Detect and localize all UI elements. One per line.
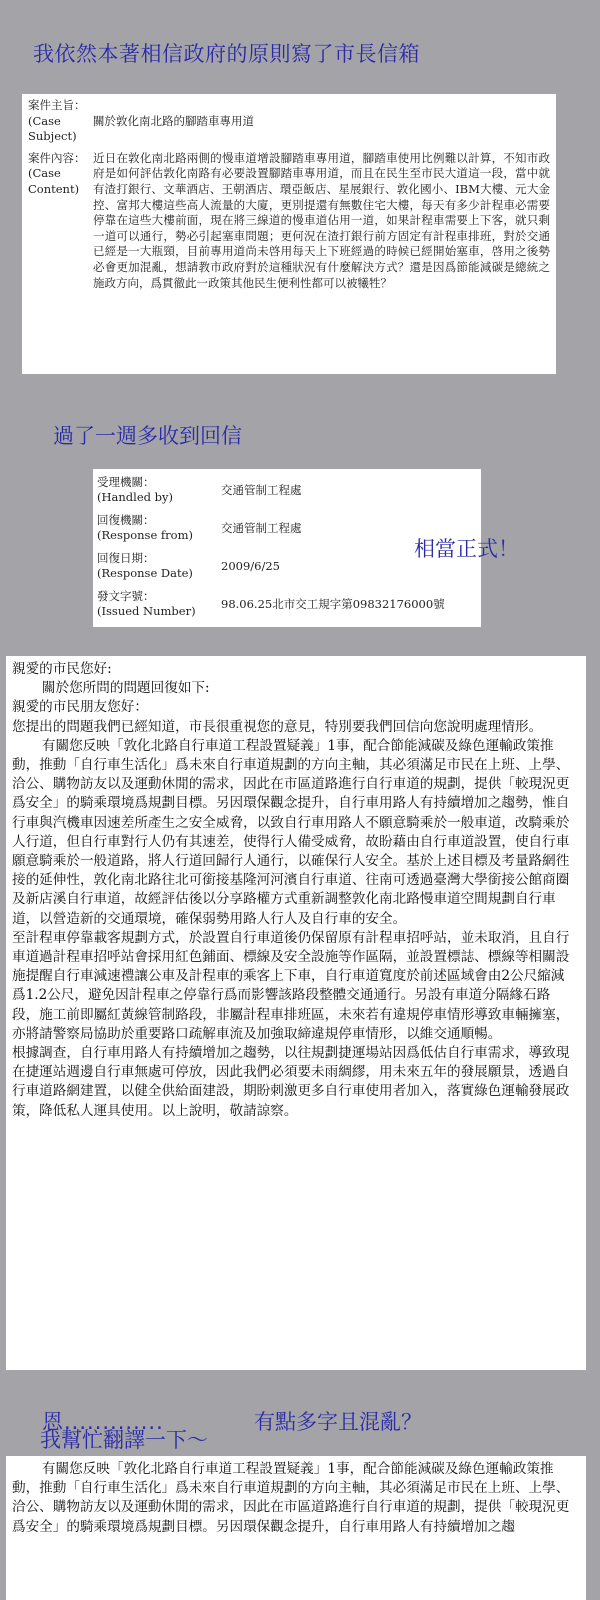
content-value: 近日在敦化南北路兩側的慢車道增設腳踏車專用道，腳踏車使用比例難以計算，不知市政府是如何評估敦化南路有必要設置腳踏車專用道，而且在民生至市民大道這一段，當中就有渣打銀行、文華酒店、王朝酒店、環亞飯店、星展銀行、敦化國小、IBM大樓、元大金控、富邦大樓這些高人流量的大廈，更別提還有無數住宅大樓，每天有多少計程車必需要停靠在這些大樓前面，現在將三線道的慢車道佔用一道，如果計程車需要上下客，就只剩一道可以通行，勢必引起塞車問題；更何況在渣打銀行前方固定有計程車排班，對於交通已經是一大瓶頸，目前專用道尚未啓用每天上下班經過的時候已經開始塞車，啓用之後勢必會更加混亂，想請教市政府對於這種狀況有什麼解決方式？還是因爲節能減碳是總統之施政方向，爲貫徹此一政策其他民生便利性都可以被犧牲？ [93, 150, 550, 290]
subject-label: 案件主旨：(Case Subject) [28, 98, 86, 144]
content-row [28, 145, 550, 291]
heading-formal: 相當正式！ [414, 537, 519, 561]
translation-paragraph: 有關您反映「敦化北路自行車道工程設置疑義」1事，配合節能減碳及綠色運輸政策推動，推動「自行車生活化」爲未來自行車道規劃的方向主軸，其必須滿足市民在上班、上學、洽公、購物訪友以及運動休閒的需求，因此在市區道路進行自行車道的規劃，提供「較現況更爲安全」的騎乘環境爲規劃目標。另因環保觀念提升，自行車用路人有持續增加之趨 [12, 1461, 570, 1535]
reply-greeting: 親愛的市民您好: [12, 661, 112, 677]
heading-confusing: 有點多字且混亂？ [254, 1410, 422, 1434]
response-label: 發文字號： (Issued Number) [97, 589, 196, 618]
translation-box [6, 1456, 586, 1600]
reply-letter [6, 656, 586, 1370]
heading-hmm: 恩............. [42, 1410, 164, 1434]
reply-paragraph: 根據調查，自行車用路人有持續增加之趨勢，以往規劃捷運場站因爲低估自行車需求，導致現在捷運站週邊自行車無處可停放，因此我們必須要未雨綢繆，用未來五年的發展願景，透過自行車道路網建置，以健全供給面建設，期盼刺激更多自行車使用者加入，落實綠色運輸發展政策，降低私人運具使用。以上說明，敬請諒察。 [12, 1045, 570, 1119]
letter-table [28, 98, 550, 291]
heading-reply-received: 過了一週多收到回信 [53, 424, 242, 448]
reply-paragraph: 有關您反映「敦化北路自行車道工程設置疑義」1事，配合節能減碳及綠色運輸政策推動，推動「自行車生活化」爲未來自行車道規劃的方向主軸，其必須滿足市民在上班、上學、洽公、購物訪友以及運動休閒的需求，因此在市區道路進行自行車道的規劃，提供「較現況更爲安全」的騎乘環境爲規劃目標。另因環保觀念提升，自行車用路人有持續增加之趨勢，惟自行車與汽機車因速差所產生之安全威脅，以致自行車用路人不願意騎乘於一般車道，改騎乘於人行道，但自行車對行人仍有其速差，使得行人備受威脅，故盼藉由自行車道設置，使自行車願意騎乘於一般道路，將人行道回歸行人通行，以確保行人安全。基於上述目標及考量路網徃接的延伸性，敦化南北路往北可銜接基隆河河濱自行車道、往南可透過臺灣大學銜接公館商圈及新店溪自行車道，故經評估後以分享路權方式重新調整敦化南北路慢車道空間規劃自行車道，以營造新的交通環境，確保弱勢用路人行人及自行車的安全。 [12, 737, 570, 927]
reply-paragraph: 至計程車停靠載客規劃方式，於設置自行車道後仍保留原有計程車招呼站，並未取消，且自行車道過計程車招呼站會採用紅色鋪面、標線及安全設施等作區隔，並設置標誌、標線等相關設施提醒自行車減速禮讓公車及計程車的乘客上下車，自行車道寬度於前述區域會由2公尺縮減爲1.2公尺，避免因計程車之停靠行爲而影響該路段整體交通通行。另設有車道分隔緣石路段，施工前即屬紅黃線管制路段，非屬計程車排班區，未來若有違規停車情形導致車輛擁塞，亦將請警察局協助於重要路口疏解車流及加強取締違規停車情形，以維交通順暢。 [12, 929, 570, 1042]
response-label: 回復機關： (Response from) [97, 513, 193, 542]
response-label: 回復日期： (Response Date) [97, 551, 193, 580]
content-label: 案件內容：(Case Content) [28, 150, 86, 196]
letter-box [22, 94, 556, 374]
response-row [97, 471, 477, 509]
response-value: 交通管制工程處 [221, 482, 302, 497]
response-label: 受理機關： (Handled by) [97, 475, 173, 504]
subject-value: 關於敦化南北路的腳踏車專用道 [93, 113, 254, 128]
reply-intro: 關於您所問的問題回復如下: [41, 680, 210, 697]
subject-row [28, 98, 550, 145]
reply-greeting-2: 親愛的市民朋友您好： [12, 699, 148, 716]
response-value: 98.06.25北市交工規字第09832176000號 [221, 596, 445, 611]
reply-paragraph: 您提出的問題我們已經知道，市長很重視您的意見，特別要我們回信向您說明處理情形。 [12, 718, 543, 735]
heading-top: 我依然本著相信政府的原則寫了市長信箱 [33, 42, 420, 66]
response-value: 交通管制工程處 [221, 520, 302, 535]
heading-translate: 我幫忙翻譯一下～ [40, 1428, 208, 1452]
response-value: 2009/6/25 [221, 558, 280, 573]
response-row [97, 585, 477, 623]
